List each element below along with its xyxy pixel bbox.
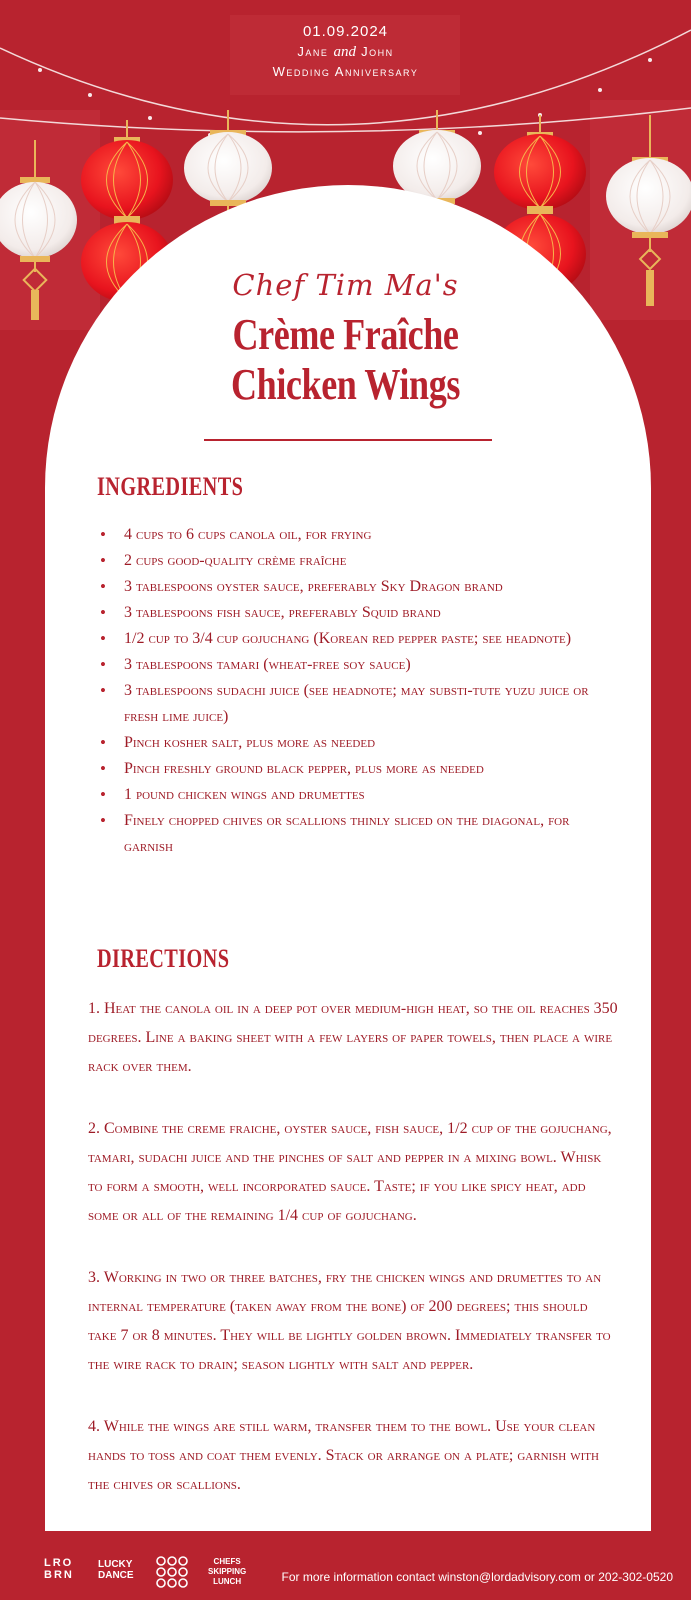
couple-names (0, 42, 691, 62)
ingredient-item: • Pinch kosher salt, plus more as needed (98, 730, 608, 756)
ingredient-item: • 4 cups to 6 cups canola oil, for frying (98, 522, 608, 548)
direction-step: 3. Working in two or three batches, fry the chicken wings and drumettes to an internal temperature (taken away from the bone) of 200 degrees; this should take 7 or 8 minutes. They will be lightly golden brown. Immediately transfer to the wire rack to drain; season lightly with salt and pepper. (88, 1269, 611, 1373)
chef-name: Chef Tim Ma's (232, 268, 459, 302)
contact-info: For more information contact winston@lordadvisory.com or 202-302-0520 (281, 1570, 673, 1584)
ingredient-item: • 1 pound chicken wings and drumettes (98, 782, 608, 808)
event-header (0, 22, 691, 81)
recipe-title-line-2: Chicken Wings (231, 360, 460, 409)
event-name: Wedding Anniversary (272, 64, 419, 79)
logo-chefs-skipping-lunch: CHEFS SKIPPING LUNCH (208, 1557, 247, 1586)
name-first: Jane (297, 44, 329, 59)
ingredient-item: • 3 tablespoons oyster sauce, preferably Sky Dragon brand (98, 574, 608, 600)
logo-lro-brn: LRO BRN (44, 1557, 74, 1581)
title-divider (204, 439, 492, 441)
direction-step: 4. While the wings are still warm, transfer them to the bowl. Use your clean hands to toss and coat them evenly. Stack or arrange on a plate; garnish with the chives or scallions. (88, 1418, 599, 1493)
direction-step: 1. Heat the canola oil in a deep pot over medium-high heat, so the oil reaches 350 degrees. Line a baking sheet with a few layers of paper towels, then place a wire rack over them. (88, 1000, 618, 1075)
ingredient-item: • 3 tablespoons tamari (wheat-free soy sauce) (98, 652, 608, 678)
ingredient-item: • 1/2 cup to 3/4 cup gojuchang (Korean red pepper paste; see headnote) (98, 626, 608, 652)
logo-grid-mark (155, 1555, 189, 1589)
name-second: John (361, 44, 394, 59)
recipe-title-line-1: Crème Fraîche (232, 310, 459, 359)
name-connector: and (333, 44, 356, 60)
ingredient-item: • Finely chopped chives or scallions thinly sliced on the diagonal, for garnish (98, 808, 608, 860)
ingredient-item: • 3 tablespoons fish sauce, preferably Squid brand (98, 600, 608, 626)
ingredient-item: • 2 cups good-quality crème fraîche (98, 548, 608, 574)
footer (0, 1555, 691, 1595)
ingredients-heading: INGREDIENTS (97, 472, 244, 501)
directions-heading: DIRECTIONS (97, 944, 230, 973)
directions-list (88, 994, 618, 1532)
recipe-title (62, 310, 629, 410)
event-date: 01.09.2024 (302, 23, 389, 40)
direction-step: 2. Combine the creme fraiche, oyster sauce, fish sauce, 1/2 cup of the gojuchang, tamari, sudachi juice and the pinches of salt and pepper in a mixing bowl. Whisk to form a smooth, well incorporated sauce. Taste; if you like spicy heat, add some or all of the remaining 1/4 cup of gojuchang. (88, 1120, 612, 1224)
ingredient-item: • Pinch freshly ground black pepper, plus more as needed (98, 756, 608, 782)
logo-lucky-dance: LUCKY DANCE (98, 1559, 134, 1581)
ingredients-list (98, 522, 608, 860)
ingredient-item: • 3 tablespoons sudachi juice (see headnote; may substi-tute yuzu juice or fresh lime juice) (98, 678, 608, 730)
